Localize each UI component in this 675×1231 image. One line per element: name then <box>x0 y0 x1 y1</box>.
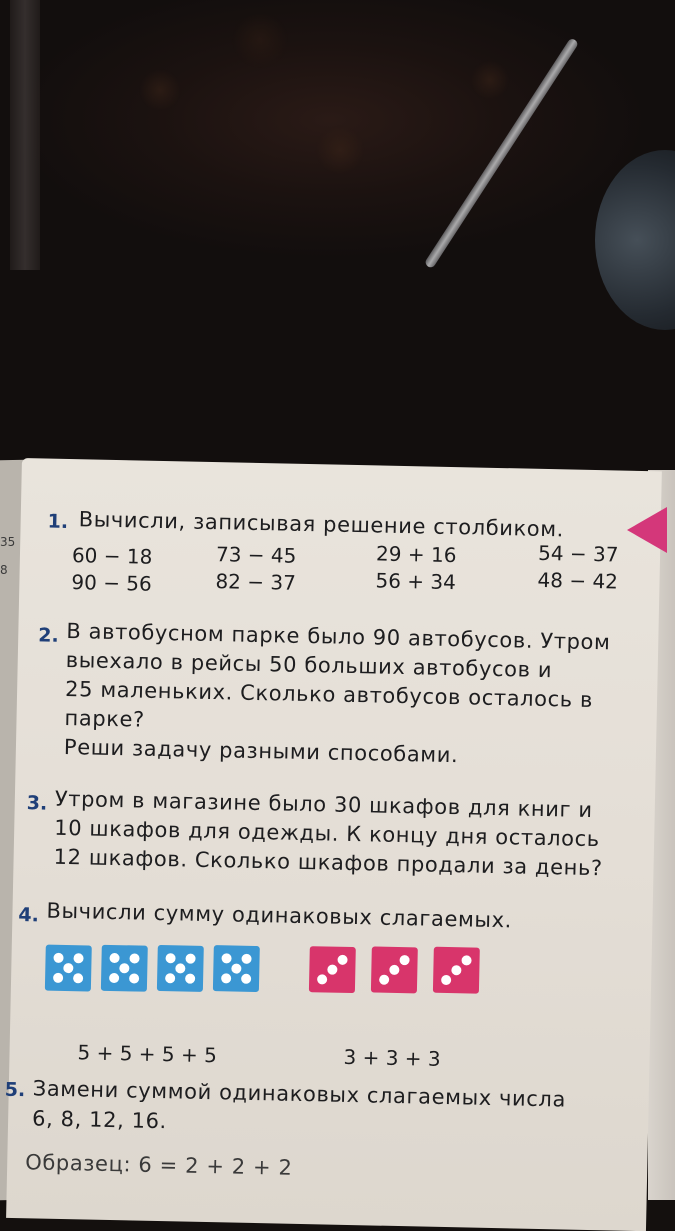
task-line: парке? <box>64 705 146 732</box>
die-pip <box>63 963 73 973</box>
task-line: В автобусном парке было 90 автобусов. Утром <box>66 618 611 655</box>
die-pip <box>119 963 129 973</box>
die-pip <box>379 975 389 985</box>
expression: 48 − 42 <box>537 567 619 594</box>
die-pip <box>185 954 195 964</box>
die-face-5 <box>213 945 260 992</box>
die-pip <box>185 974 195 984</box>
task-line: Утром в магазине было 30 шкафов для книг и <box>54 786 593 823</box>
die-pip <box>317 974 327 984</box>
die-pip <box>129 953 139 963</box>
task-line: 12 шкафов. Сколько шкафов продали за день? <box>53 844 603 881</box>
expression: 82 − 37 <box>215 569 297 595</box>
expression: 90 − 56 <box>71 570 153 596</box>
expression: 60 − 18 <box>71 543 153 569</box>
task-number: 3. <box>26 792 48 815</box>
die-pip <box>451 965 461 975</box>
die-pip <box>221 973 231 983</box>
die-pip <box>53 953 63 963</box>
textbook-page <box>6 458 662 1231</box>
die-pip <box>165 953 175 963</box>
task-line: 6, 8, 12, 16. <box>31 1106 168 1134</box>
task-line: выехало в рейсы 50 больших автобусов и <box>65 647 553 683</box>
die-pip <box>337 955 347 965</box>
die-pip <box>221 953 231 963</box>
task-number: 5. <box>4 1078 26 1102</box>
task-text: Вычисли сумму одинаковых слагаемых. <box>46 898 513 933</box>
die-pip <box>129 973 139 983</box>
die-pip <box>175 963 185 973</box>
die-pip <box>241 974 251 984</box>
sum-expression: 3 + 3 + 3 <box>343 1044 441 1071</box>
page-marker-arrow <box>627 507 667 553</box>
background-object <box>10 0 40 270</box>
task-line: Реши задачу разными способами. <box>63 734 459 768</box>
task-number: 1. <box>47 510 69 533</box>
die-pip <box>53 973 63 983</box>
task-number: 4. <box>18 904 40 927</box>
task-number: 2. <box>38 624 59 647</box>
die-face-3 <box>309 946 356 993</box>
die-pip <box>73 973 83 983</box>
die-pip <box>73 953 83 963</box>
task-line: 10 шкафов для одежды. К концу дня осталось <box>54 815 601 852</box>
die-face-5 <box>101 945 148 992</box>
die-pip <box>165 973 175 983</box>
die-pip <box>109 953 119 963</box>
die-pip <box>241 954 251 964</box>
task-line: 25 маленьких. Сколько автобусов осталось в <box>64 676 594 713</box>
die-pip <box>461 955 471 965</box>
die-face-3 <box>433 947 480 994</box>
die-face-5 <box>45 945 92 992</box>
die-pip <box>231 963 241 973</box>
die-pip <box>109 973 119 983</box>
task-line: Замени суммой одинаковых слагаемых числа <box>32 1076 567 1112</box>
margin-number: 8 <box>0 563 8 577</box>
die-pip <box>327 965 337 975</box>
sum-expression: 5 + 5 + 5 + 5 <box>77 1040 218 1068</box>
die-pip <box>399 955 409 965</box>
margin-number: 35 <box>0 535 16 549</box>
die-pip <box>441 975 451 985</box>
example-line: Образец: 6 = 2 + 2 + 2 <box>25 1150 293 1180</box>
expression: 54 − 37 <box>537 540 619 567</box>
die-face-3 <box>371 946 418 993</box>
expression: 56 + 34 <box>375 568 457 595</box>
task-text: Вычисли, записывая решение столбиком. <box>78 507 565 542</box>
expression: 73 − 45 <box>215 542 297 568</box>
die-face-5 <box>157 945 204 992</box>
expression: 29 + 16 <box>375 541 457 568</box>
die-pip <box>389 965 399 975</box>
